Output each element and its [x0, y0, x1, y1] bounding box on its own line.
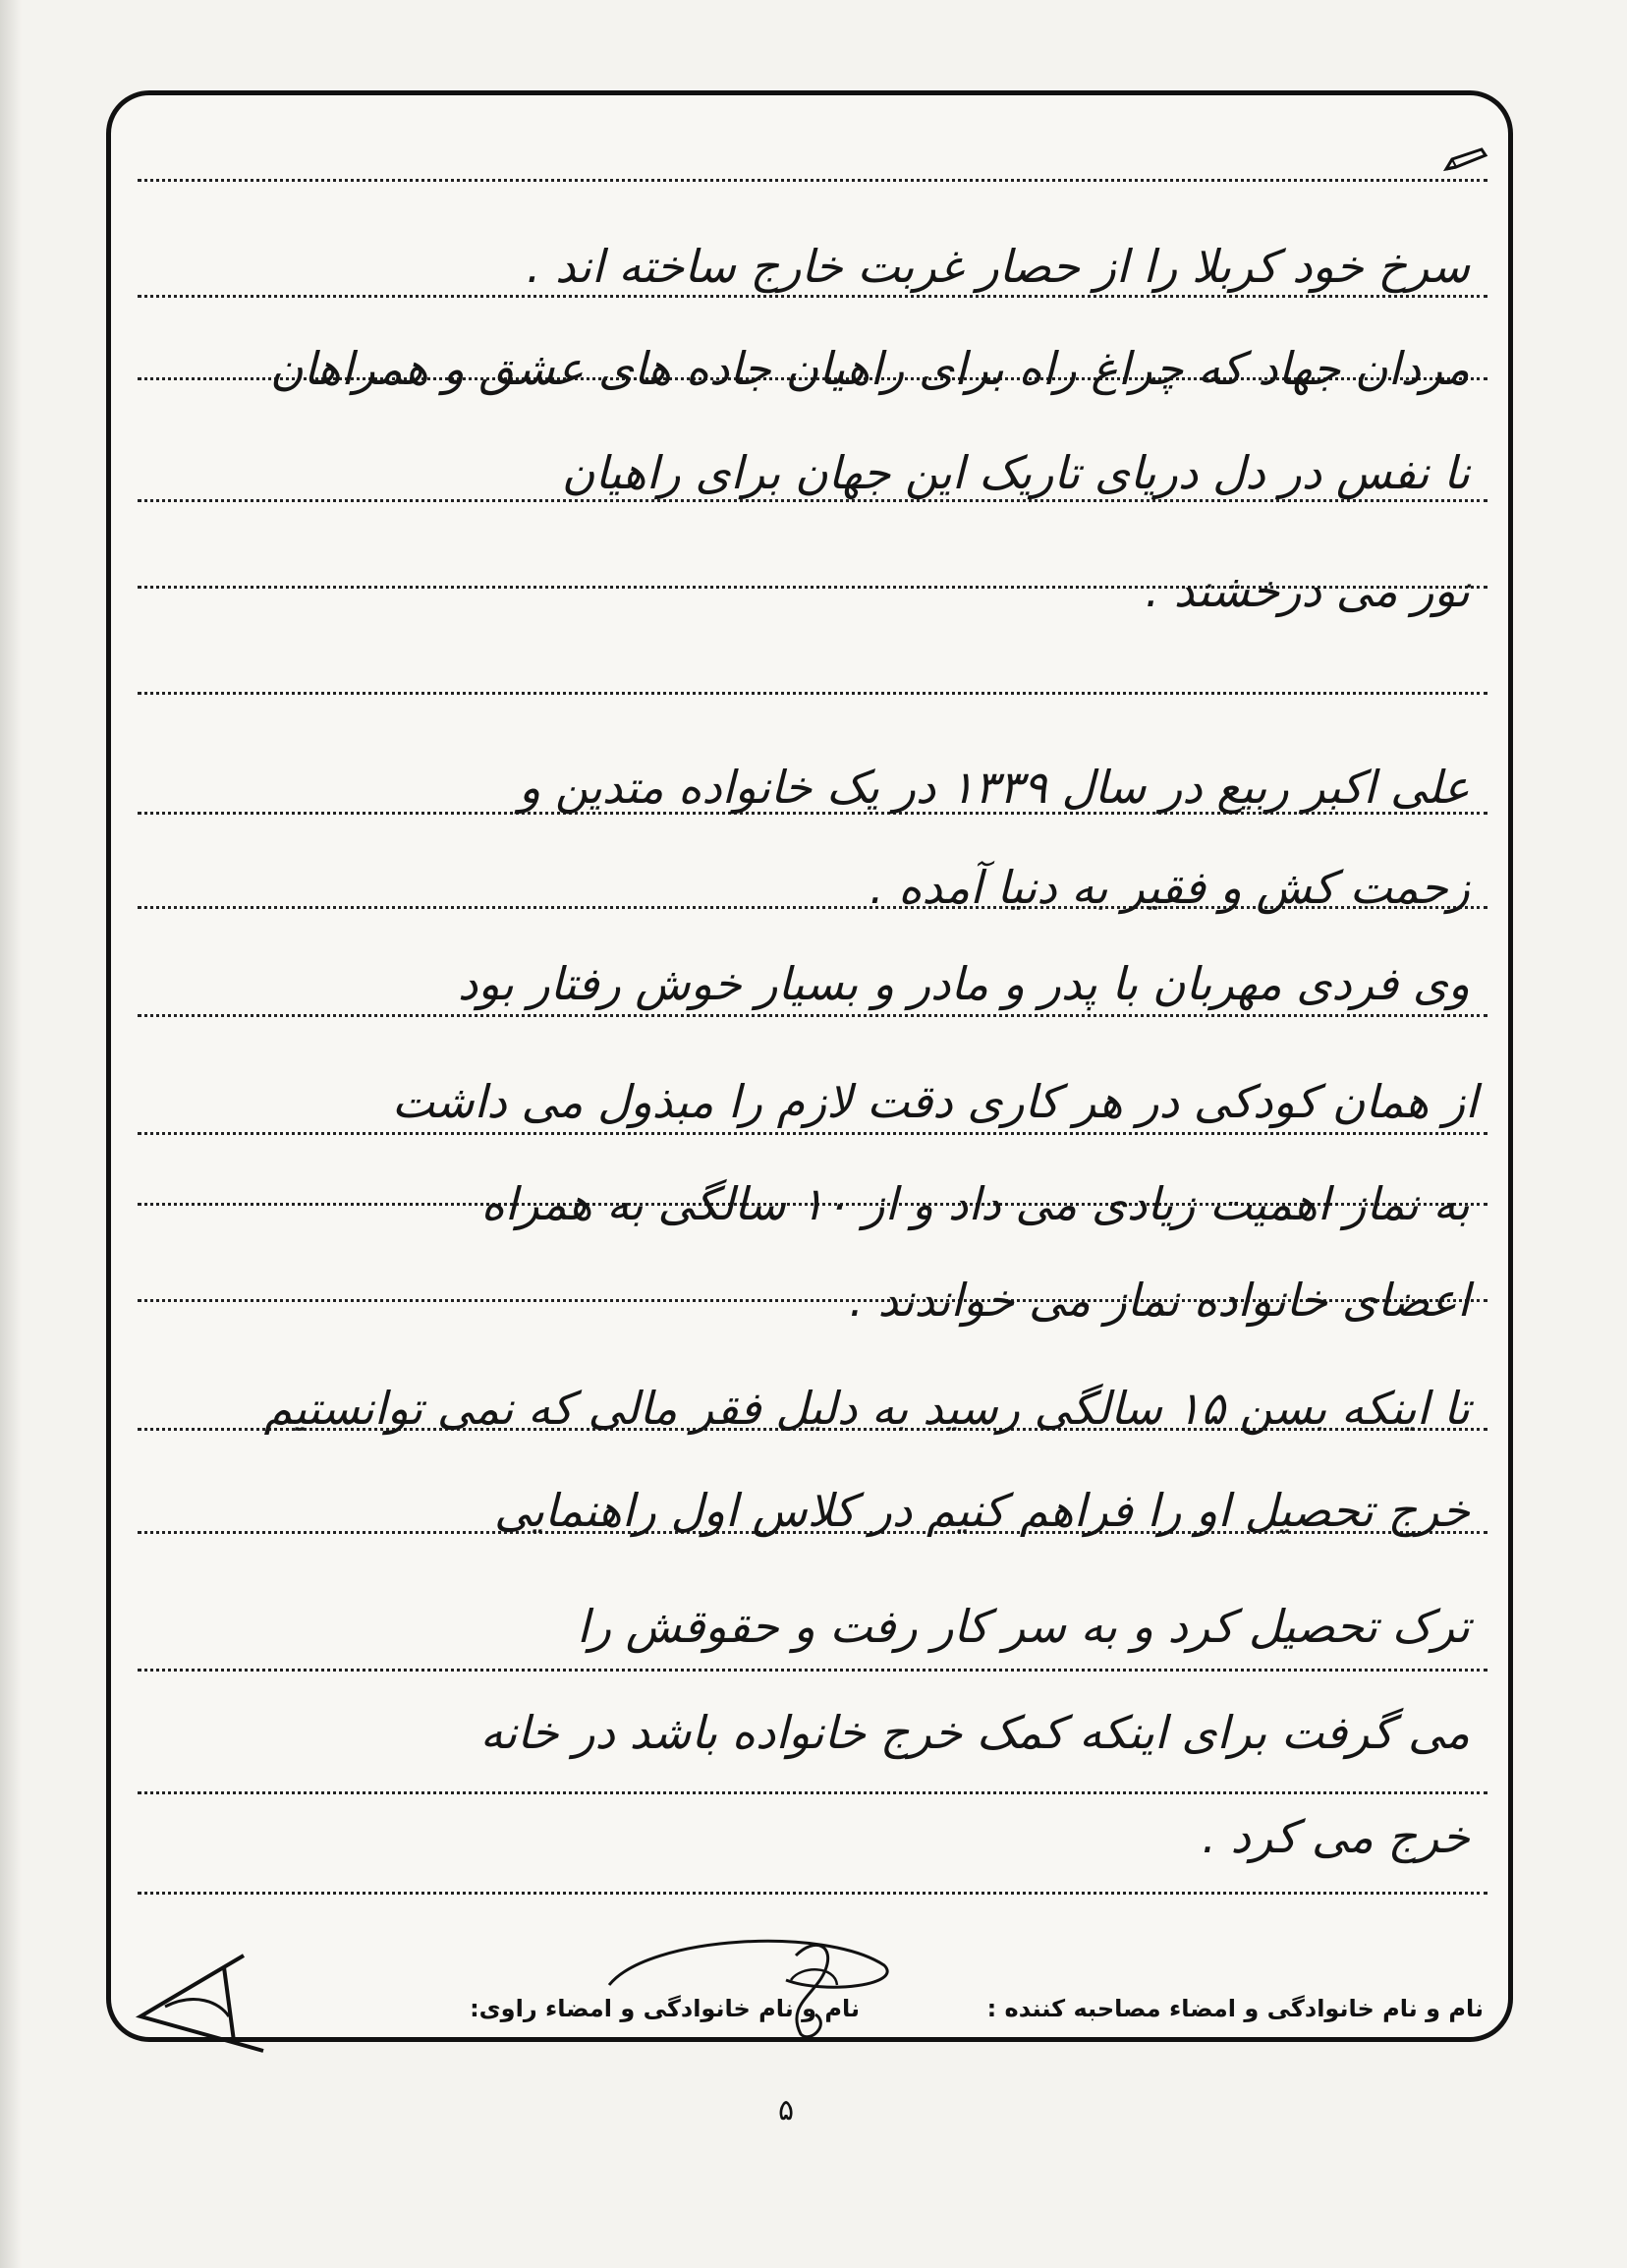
handwritten-line: تا اینکه بسن ۱۵ سالگی رسید به دلیل فقر مالی که نمی توانستیم: [263, 1382, 1470, 1435]
writing-rule: [138, 1132, 1487, 1135]
writing-rule: [138, 179, 1487, 182]
interviewer-signature-label: نام و نام خانوادگی و امضاء مصاحبه کننده :: [986, 1995, 1484, 2022]
writing-rule: [138, 692, 1487, 695]
handwritten-line: به نماز اهمیت زیادی می داد و از ۱۰ سالگی به همراه: [480, 1177, 1470, 1230]
handwritten-line: خرج تحصیل او را فراهم کنیم در کلاس اول راهنمایی: [494, 1484, 1470, 1537]
handwritten-line: سرخ خود کربلا را از حصار غربت خارج ساخته اند .: [526, 240, 1470, 293]
narrator-signature: [126, 1948, 273, 2056]
page-number: ۵: [777, 2093, 795, 2127]
writing-rule: [138, 1791, 1487, 1794]
handwritten-line: نا نفس در دل دریای تاریک این جهان برای راهیان: [561, 446, 1470, 499]
handwritten-line: از همان کودکی در هر کاری دقت لازم را مبذول می داشت: [391, 1075, 1478, 1128]
handwritten-line: زحمت کش و فقیر به دنیا آمده .: [870, 861, 1470, 914]
handwritten-line: ترک تحصیل کرد و به سر کار رفت و حقوقش را: [577, 1600, 1470, 1653]
writing-rule: [138, 295, 1487, 298]
writing-rule: [138, 1014, 1487, 1017]
handwritten-line: می گرفت برای اینکه کمک خرج خانواده باشد در خانه: [479, 1706, 1470, 1759]
writing-rule: [138, 1892, 1487, 1895]
narrator-signature-label: نام و نام خانوادگی و امضاء راوی:: [470, 1995, 860, 2022]
interviewer-signature: [589, 1926, 904, 2044]
pen-icon: [1442, 143, 1489, 177]
writing-rule: [138, 1669, 1487, 1672]
scan-edge-shadow: [0, 0, 22, 2268]
writing-rule: [138, 499, 1487, 502]
handwritten-line: خرج می کرد .: [1202, 1810, 1470, 1863]
handwritten-line: وی فردی مهربان با پدر و مادر و بسیار خوش رفتار بود: [457, 957, 1470, 1010]
handwritten-line: مردان جهاد که چراغ راه برای راهیان جاده های عشق و همراهان: [269, 342, 1470, 395]
handwritten-line: نور می درخشند .: [1145, 564, 1470, 617]
handwritten-line: اعضای خانواده نماز می خواندند .: [849, 1274, 1470, 1327]
handwritten-line: علی اکبر ربیع در سال ۱۳۳۹ در یک خانواده متدین و: [519, 761, 1470, 814]
